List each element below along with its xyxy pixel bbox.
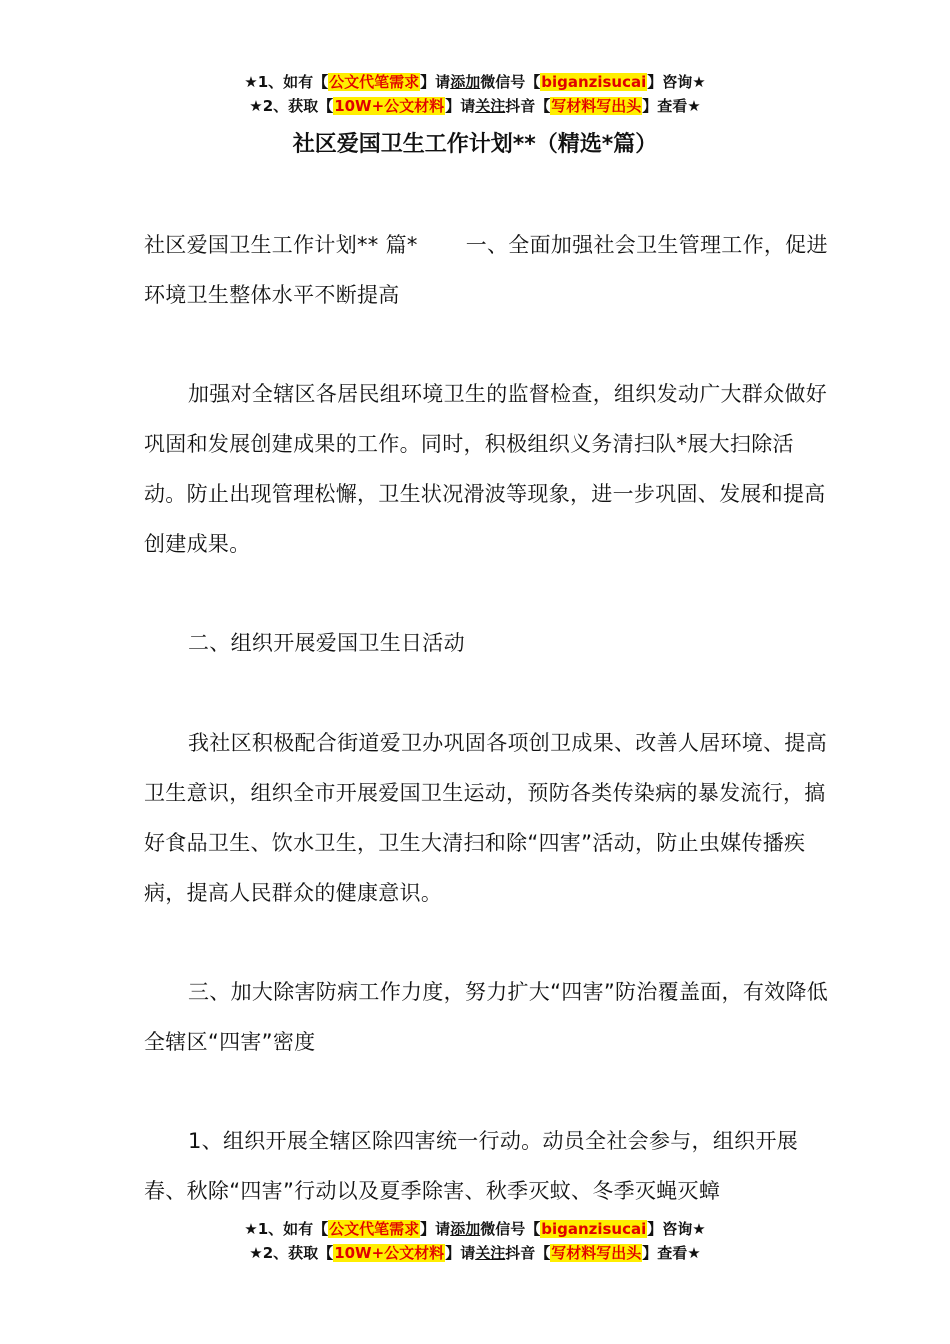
promo-text: 】请 [420,1220,451,1238]
promo-text: 】请 [445,1244,476,1262]
promo-text: ★2、获取【 [249,97,334,115]
promo-line-1 [0,1217,950,1241]
promo-underlined: 添加 [450,73,481,91]
promo-highlight: 公文代笔需求 [329,1220,420,1238]
promo-line-2 [0,94,950,118]
promo-text: 抖音【 [505,97,551,115]
promo-highlight: 10W+公文材料 [334,97,445,115]
promo-text: 抖音【 [505,1244,551,1262]
promo-text: 】请 [445,97,476,115]
promo-footer [0,1217,950,1265]
promo-highlight: 公文代笔需求 [329,73,420,91]
promo-text: 微信号【 [480,73,541,91]
promo-highlight: 10W+公文材料 [334,1244,445,1262]
promo-text: ★1、如有【 [244,1220,329,1238]
promo-header [0,70,950,118]
promo-underlined: 添加 [450,1220,481,1238]
promo-highlight: 写材料写出头 [551,97,642,115]
promo-text: 】咨询★ [647,73,706,91]
paragraph-1: 加强对全辖区各居民组环境卫生的监督检查，组织发动广大群众做好巩固和发展创建成果的工作。同时，积极组织义务清扫队*展大扫除活动。防止出现管理松懈，卫生状况滑波等现象，进一步巩固、发展和提高创建成果。 [144,382,827,556]
promo-text: 微信号【 [480,1220,541,1238]
promo-highlight: biganzisucai [541,1220,647,1238]
promo-text: 】请 [420,73,451,91]
promo-underlined: 关注 [475,97,506,115]
promo-underlined: 关注 [475,1244,506,1262]
promo-text: ★1、如有【 [244,73,329,91]
intro-paragraph [144,220,829,320]
promo-highlight: 写材料写出头 [551,1244,642,1262]
intro-subtitle: 社区爱国卫生工作计划** 篇* [144,233,418,257]
promo-highlight: biganzisucai [541,73,647,91]
promo-text: 】查看★ [642,97,701,115]
promo-text: 】查看★ [642,1244,701,1262]
section-heading-3: 三、加大除害防病工作力度，努力扩大“四害”防治覆盖面，有效降低全辖区“四害”密度 [144,980,829,1054]
section-heading-2: 二、组织开展爱国卫生日活动 [188,631,465,655]
promo-text: ★2、获取【 [249,1244,334,1262]
document-title: 社区爱国卫生工作计划**（精选*篇） [292,132,658,157]
section-heading-1: 一、全面加强社会卫生管理工作，促进环境卫生整体水平不断提高 [144,233,828,307]
paragraph-2: 我社区积极配合街道爱卫办巩固各项创卫成果、改善人居环境、提高卫生意识，组织全市开展爱国卫生运动，预防各类传染病的暴发流行，搞好食品卫生、饮水卫生，卫生大清扫和除“四害”活动，防止虫媒传播疾病，提高人民群众的健康意识。 [144,731,827,905]
promo-text: 】咨询★ [647,1220,706,1238]
promo-line-1 [0,70,950,94]
promo-line-2 [0,1241,950,1265]
paragraph-3: 1、组织开展全辖区除四害统一行动。动员全社会参与，组织开展春、秋除“四害”行动以及夏季除害、秋季灭蚊、冬季灭蝇灭蟑 [144,1129,799,1203]
